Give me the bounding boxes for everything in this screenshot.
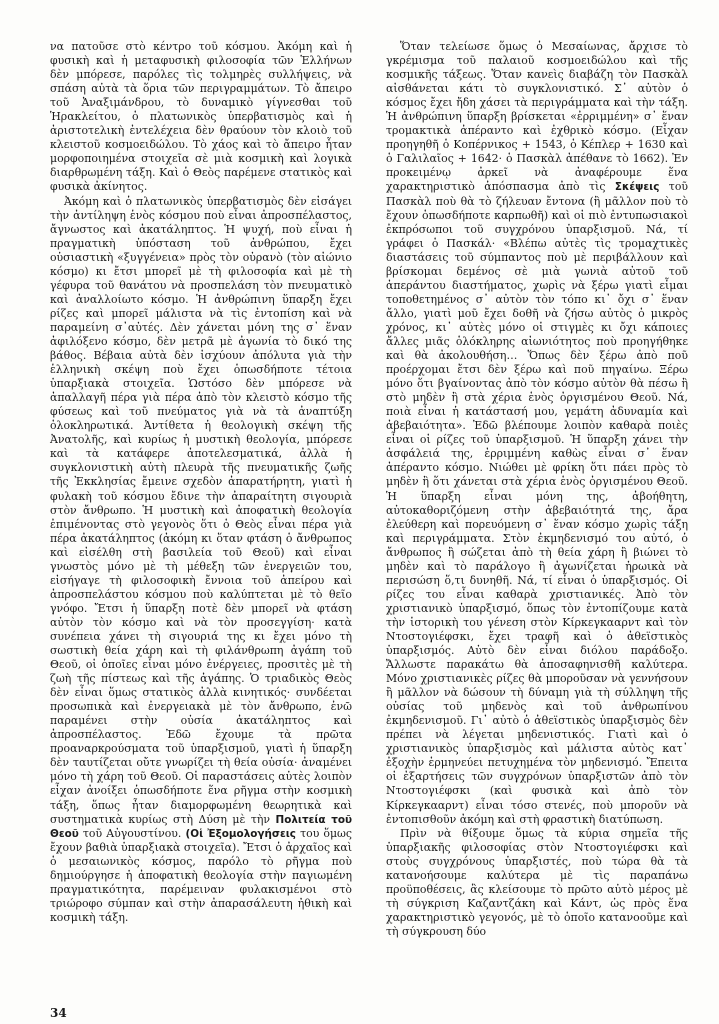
paragraph-text: τοῦ Πασκὰλ ποὺ θὰ τὸ ζήλευαν ἔντονα (ἢ μᾶλλον ποὺ τὸ ἔχουν ὁπωσδήποτε καρπωθῆ) καὶ οἱ πιὸ ἐντυπωσιακοὶ ἐκπρόσωποι τοῦ συγχρόνου ὑπαρξισμοῦ. Νά, τί γράφει ὁ Πασκάλ· «Βλέπω αὐτὲς τὶς τρομαχτικὲς διαστάσεις τοῦ σύμπαντος ποὺ μὲ περιβάλλουν καὶ βρίσκομαι δεμένος σὲ μιὰ γωνιὰ αὐτοῦ τοῦ ἀπεράντου διαστήματος, χωρὶς νὰ ξέρω γιατὶ εἶμαι τοποθετημένος σ᾿ αὐτὸν τὸν τόπο κι᾿ ὄχι σ᾿ ἕναν ἄλλο, γιατὶ μοῦ ἔχει δοθῆ νὰ ζήσω αὐτὸς ὁ μικρὸς χρόνος, κι᾿ αὐτὲς μόνο οἱ στιγμὲς κι ὄχι κάποιες ἄλλες μιᾶς ὁλόκληρης αἰωνιότητος ποὺ προηγήθηκε καὶ θὰ ἀκολουθήση… Ὅπως δὲν ξέρω ἀπὸ ποῦ προέρχομαι ἔτσι δὲν ξέρω καὶ ποῦ πηγαίνω. Ξέρω μόνο ὅτι βγαίνοντας ἀπὸ τὸν κόσμο αὐτὸν θὰ πέσω ἢ στὸ μηδὲν ἢ στὰ χέρια ἑνὸς ὀργισμένου Θεοῦ. Νά, ποιὰ εἶναι ἡ κατάστασή μου, γεμάτη ἀδυναμία καὶ ἀβεβαιότητα». Ἐδῶ βλέπουμε λοιπὸν καθαρὰ ποιὲς εἶναι οἱ ρίζες τοῦ ὑπαρξισμοῦ. Ἡ ὕπαρξη χάνει τὴν ἀσφάλειά της, ἐρριμμένη καθὼς εἶναι σ᾿ ἕναν ἀπέραντο κόσμο. Νιώθει μὲ φρίκη ὅτι πάει πρὸς τὸ μηδὲν ἢ ὅτι χάνεται στὰ χέρια ἑνὸς ὀργισμένου Θεοῦ. Ἡ ὕπαρξη εἶναι μόνη της, ἀβοήθητη, αὐτοκαθοριζόμενη στὴν ἀβεβαιότητά της, ἄρα ἐλεύθερη καὶ πορευόμενη σ᾿ ἕναν κόσμο χωρὶς τάξη καὶ περιγράμματα. Στὸν ἐκμηδενισμό του αὐτό, ὁ ἄνθρωπος ἢ σώζεται ἀπὸ τὴ θεία χάρη ἢ βιώνει τὸ μηδὲν καὶ τὸ παράλογο ἢ ἀγωνίζεται ἡρωικὰ νὰ περισώση ὅ,τι δυνηθῆ. Νά, τί εἶναι ὁ ὑπαρξισμός. Οἱ ρίζες του εἶναι καθαρὰ χριστιανικές. Ἀπὸ τὸν χριστιανικὸ ὑπαρξισμό, ὅπως τὸν ἐντοπίζουμε κατὰ τὴν ἱστορικὴ του γένεση στὸν Κίρκεγκααρντ καὶ τὸν Ντοστογιέφσκι, ἔχει τραφῆ καὶ ὁ ἀθεϊστικὸς ὑπαρξισμός. Αὐτὸ δὲν εἶναι διόλου παράδοξο. Ἄλλωστε παρακάτω θὰ ἀποσαφηνισθῆ καλύτερα. Μόνο χριστιανικὲς ρίζες θὰ μποροῦσαν νὰ γεννήσουν ἢ μᾶλλον νὰ δώσουν τὴ δύναμη γιὰ τὴ σύλληψη τῆς οὐσίας τοῦ μηδενὸς καὶ τοῦ ἀνθρωπίνου ἐκμηδενισμοῦ. Γι᾿ αὐτὸ ὁ ἀθεϊστικὸς ὑπαρξισμὸς δὲν πρέπει νὰ λέγεται μηδενιστικός. Γιατὶ καὶ ὁ χριστιανικὸς ὑπαρξισμὸς καὶ μάλιστα αὐτὸς κατ᾿ ἐξοχὴν ἑρμηνεύει πετυχημένα τὸν μηδενισμό. Ἔπειτα οἱ ἐξαρτήσεις τῶν συγχρόνων ὑπαρξιστῶν ἀπὸ τὸν Ντοστογιέφσκι (καὶ φυσικὰ καὶ ἀπὸ τὸν Κίρκεγκααρντ) εἶναι τόσο στενές, ποὺ μποροῦν νὰ ἐντοπισθοῦν ἀκόμη καὶ στὴ φραστικὴ διατύπωση. (386, 180, 688, 826)
paragraph-text: του ὅμως ἔχουν βαθιὰ ὑπαρξιακὰ στοιχεῖα). Ἔτσι ὁ ἀρχαῖος καὶ ὁ μεσαιωνικὸς κόσμος, παρόλο τὸ ρῆγμα ποὺ δημιούργησε ἡ ἀποφατικὴ θεολογία στὴν παγιωμένη πραγματικότητα, παρέμειναν φυλακισμένοι στὸ τριώροφο σύμπαν καὶ στὴν ἀπαρασάλευτη ἠθικὴ καὶ κοσμικὴ τάξη. (50, 826, 353, 924)
book-title-bold: (Οἱ Ἐξομολογήσεις (185, 827, 296, 840)
paragraph-text: τοῦ Αὐγουστίνου. (82, 826, 182, 840)
book-title-bold: Πολιτεία τοῦ Θεοῦ (50, 813, 352, 840)
left-text-column (50, 40, 352, 925)
paragraph (50, 195, 352, 925)
book-title-bold: Σκέψεις (614, 181, 660, 194)
paragraph-text: Ὅταν τελείωσε ὅμως ὁ Μεσαίωνας, ἄρχισε τὸ γκρέμισμα τοῦ παλαιοῦ κοσμοειδώλου καὶ τῆς κοσμικῆς τάξεως. Ὅταν κανεὶς διαβάζη τὸν Πασκὰλ αἰσθάνεται κάτι τὸ συγκλονιστικό. Σ᾿ αὐτὸν ὁ κόσμος ἔχει ἤδη χάσει τὰ περιγράμματα καὶ τὴν τάξη. Ἡ ἀνθρώπινη ὕπαρξη βρίσκεται «ἐρριμμένη» σ᾿ ἕναν τρομακτικὰ ἀπέραντο καὶ ἐχθρικὸ κόσμο. (Εἶχαν προηγηθῆ ὁ Κοπέρνικος + 1543, ὁ Κέπλερ + 1630 καὶ ὁ Γαλιλαῖος + 1642· ὁ Πασκὰλ ἀπέθανε τὸ 1662). Ἐν προκειμένῳ ἀρκεῖ νὰ ἀναφέρουμε ἕνα χαρακτηριστικὸ ἀπόσπασμα ἀπὸ τὶς (386, 40, 688, 194)
paragraph: να πατοῦσε στὸ κέντρο τοῦ κόσμου. Ἀκόμη καὶ ἡ φυσικὴ καὶ ἡ μεταφυσικὴ φιλοσοφία τῶν Ἑλλήνων δὲν μπόρεσε, παρόλες τὶς τολμηρὲς συλλήψεις, νὰ σπάση αὐτὰ τὰ ὅρια τῶν περιγραμμάτων. Τὸ ἄπειρο τοῦ Ἀναξιμάνδρου, τὸ δυναμικὸ γίγνεσθαι τοῦ Ἡρακλείτου, ὁ πλατωνικὸς ὑπερβατισμὸς καὶ ἡ ἀριστοτελικὴ ἐντελέχεια δὲν θραύουν τὸν κλοιὸ τοῦ κλειστοῦ κοσμοειδώλου. Τὸ χάος καὶ τὸ ἄπειρο ἦταν μορφοποιημένα στοιχεῖα σὲ μιὰ κοσμικὴ καὶ λογικὰ διαρθρωμένη τάξη. Καὶ ὁ Θεὸς παρέμενε στατικὸς καὶ φυσικὰ ἀκίνητος. (50, 40, 352, 194)
paragraph (386, 40, 688, 827)
right-text-column (386, 40, 688, 939)
paragraph: Πρὶν νὰ θίξουμε ὅμως τὰ κύρια σημεῖα τῆς ὑπαρξιακῆς φιλοσοφίας στὸν Ντοστογιέφσκι καὶ στοὺς συγχρόνους ὑπαρξιστές, ποὺ τώρα θὰ τὰ κατανοήσουμε καλύτερα μὲ τὶς παραπάνω προϋποθέσεις, ἂς κλείσουμε τὸ πρῶτο αὐτὸ μέρος μὲ τὴ σύγκριση Καζαντζάκη καὶ Κάντ, ὡς πρὸς ἕνα χαρακτηριστικὸ γεγονός, μὲ τὸ ὁποῖο κατανοοῦμε καὶ τὴ σύγκρουση δύο (386, 826, 688, 938)
page-number: 34 (50, 1006, 67, 1020)
paragraph-text: Ἀκόμη καὶ ὁ πλατωνικὸς ὑπερβατισμὸς δὲν εἰσάγει τὴν ἀντίληψη ἑνὸς κόσμου ποὺ εἶναι ἀπροσπέλαστος, ἄγνωστος καὶ ἀκατάληπτος. Ἡ ψυχή, ποὺ εἶναι ἡ πραγματικὴ ὑπόσταση τοῦ ἀνθρώπου, ἔχει οὐσιαστικὴ «ξυγγένεια» πρὸς τὸν οὐρανὸ (τὸν αἰώνιο κόσμο) κι ἔτσι μπορεῖ μὲ τὴ φιλοσοφία καὶ μὲ τὴ γέφυρα τοῦ θανάτου νὰ προσπελάση τὸν πνευματικὸ καὶ ἀναλλοίωτο κόσμο. Ἡ ἀνθρώπινη ὕπαρξη ἔχει ρίζες καὶ μπορεῖ μάλιστα νὰ τὶς ἐντοπίση καὶ νὰ παραμείνη σ᾿αὐτές. Δὲν χάνεται μόνη της σ᾿ ἕναν ἀφιλόξενο κόσμο, δὲν μετρᾶ μὲ ἀγωνία τὸ δικό της βάθος. Βέβαια αὐτὰ δὲν ἰσχύουν ἀπόλυτα γιὰ τὴν ἑλληνικὴ σκέψη ποὺ ἔχει ὁπωσδήποτε τέτοια ὑπαρξιακὰ στοιχεῖα. Ὡστόσο δὲν μπόρεσε νὰ ἀπαλλαγῆ πέρα γιὰ πέρα ἀπὸ τὸν κλειστὸ κόσμο τῆς φύσεως καὶ τοῦ πνεύματος γιὰ νὰ τὰ ἀναπτύξη ὁλοκληρωτικά. Ἀντίθετα ἡ θεολογικὴ σκέψη τῆς Ἀνατολῆς, καὶ κυρίως ἡ μυστικὴ θεολογία, μπόρεσε καὶ τὰ κατάφερε ἀποτελεσματικά, ἀλλὰ ἡ συγκλονιστικὴ αὐτὴ πλευρὰ τῆς πνευματικῆς ζωῆς τῆς Ἐκκλησίας ἔμεινε σχεδὸν ἀπαρατήρητη, γιατὶ ἡ φυλακὴ τοῦ κόσμου ἔδινε τὴν ἀπαραίτητη σιγουριὰ στὸν ἄνθρωπο. Ἡ μυστικὴ καὶ ἀποφατικὴ θεολογία ἐπιμένοντας στὸ γεγονὸς ὅτι ὁ Θεὸς εἶναι πέρα γιὰ πέρα ἀκατάληπτος (ἀκόμη κι ὅταν φτάση ὁ ἄνθρωπος καὶ εἰσέλθη στὴ βασιλεία τοῦ Θεοῦ) καὶ εἶναι γνωστὸς μόνο μὲ τὴ μέθεξη τῶν ἐνεργειῶν του, εἰσήγαγε τὴ φιλοσοφικὴ ἔννοια τοῦ ἀπείρου καὶ ἀπροσπελάστου κόσμου ποὺ καλύπτεται μὲ τὸ θεῖο γνόφο. Ἔτσι ἡ ὕπαρξη ποτὲ δὲν μπορεῖ νὰ φτάση αὐτὸν τὸν κόσμο καὶ νὰ τὸν προσεγγίση· κατὰ συνέπεια χάνει τὴ σιγουριά της κι ἔχει μόνο τὴ σωστικὴ θεία χάρη καὶ τὴ φιλάνθρωπη ἀγάπη τοῦ Θεοῦ, οἱ ὁποῖες εἶναι μόνο ἐνέργειες, προσιτὲς μὲ τὴ ζωὴ τῆς πίστεως καὶ τῆς ἀγάπης. Ὁ τριαδικὸς Θεὸς δὲν εἶναι ὅμως στατικὸς ἀλλὰ κινητικός· συνδέεται προσωπικὰ καὶ ἐνεργειακὰ μὲ τὸν ἄνθρωπο, ἐνῶ παραμένει στὴν οὐσία ἀκατάληπτος καὶ ἀπροσπέλαστος. Ἐδῶ ἔχουμε τὰ πρῶτα προαναρκρούσματα τοῦ ὑπαρξισμοῦ, γιατὶ ἡ ὕπαρξη δὲν ταυτίζεται οὔτε γνωρίζει τὴ θεία οὐσία· ἀναμένει μόνο τὴ χάρη τοῦ Θεοῦ. Οἱ παραστάσεις αὐτὲς λοιπὸν εἶχαν ἀνοίξει ὁπωσδήποτε ἕνα ρῆγμα στὴν κοσμικὴ τάξη, ὅπως ἦταν διαμορφωμένη θεωρητικὰ καὶ συστηματικὰ κυρίως στὴ Δύση μὲ τὴν (50, 194, 352, 826)
